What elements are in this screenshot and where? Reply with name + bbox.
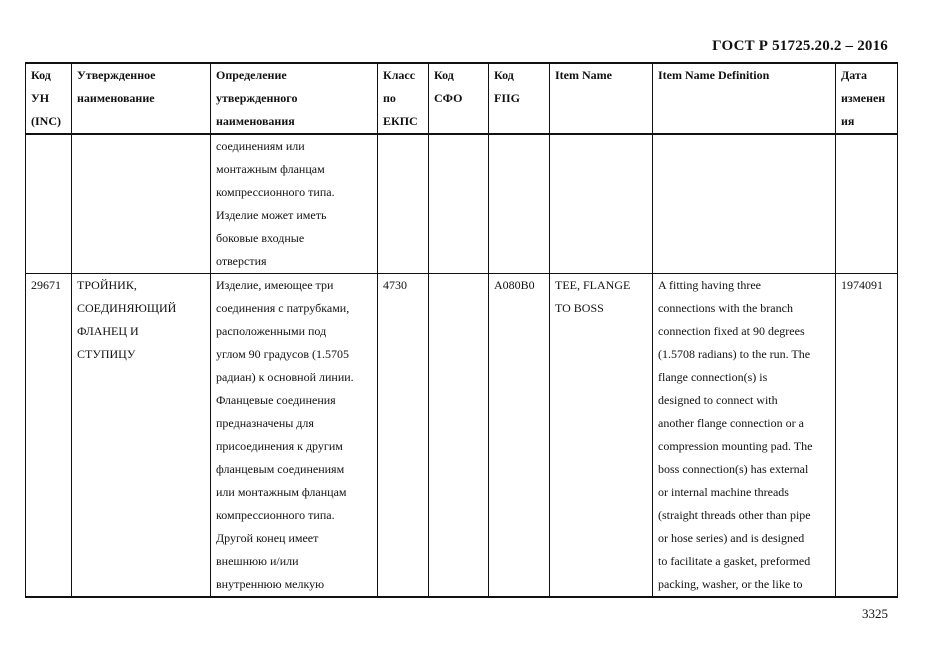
- cell-item-name: [550, 134, 653, 274]
- table-row-continuation: [26, 134, 898, 274]
- column-header-item-name-definition: Item Name Definition: [653, 63, 836, 134]
- cell-item-name-definition: A fitting having three connections with the branch connection fixed at 90 degrees (1.5708 radians) to the run. The flange connection(s) is designed to connect with another flange connection or a compression mounting pad. The boss connection(s) has external or internal machine threads (straight threads other than pipe or hose series) and is designed to facilitate a gasket, preformed packing, washer, or the like to: [653, 274, 836, 598]
- cell-definition: Изделие, имеющее три соединения с патрубками, расположенными под углом 90 градусов (1.5705 радиан) к основной линии. Фланцевые соединения предназначены для присоединения к другим фланцевым соединениям или монтажным фланцам компрессионного типа. Другой конец имеет внешнюю и/или внутреннюю мелкую: [211, 274, 378, 598]
- cell-item-name: TEE, FLANGE TO BOSS: [550, 274, 653, 598]
- cell-approved-name: [72, 134, 211, 274]
- cell-sfo-code: [429, 274, 489, 598]
- column-header-change-date: Дата изменен ия: [836, 63, 898, 134]
- table-header-row: [26, 63, 898, 134]
- cell-inc: [26, 134, 72, 274]
- cell-approved-name: ТРОЙНИК, СОЕДИНЯЮЩИЙ ФЛАНЕЦ И СТУПИЦУ: [72, 274, 211, 598]
- page-number: 3325: [862, 606, 888, 621]
- table-row-record: [26, 274, 898, 598]
- cell-fiig-code: [489, 134, 550, 274]
- cell-sfo-code: [429, 134, 489, 274]
- nomenclature-table: [25, 62, 898, 598]
- column-header-ekps-class: Класс по ЕКПС: [378, 63, 429, 134]
- cell-definition: соединениям или монтажным фланцам компрессионного типа. Изделие может иметь боковые входные отверстия: [211, 134, 378, 274]
- cell-ekps-class: 4730: [378, 274, 429, 598]
- cell-item-name-definition: [653, 134, 836, 274]
- column-header-item-name: Item Name: [550, 63, 653, 134]
- cell-fiig-code: A080B0: [489, 274, 550, 598]
- cell-inc: 29671: [26, 274, 72, 598]
- cell-change-date: [836, 134, 898, 274]
- column-header-approved-name: Утвержденное наименование: [72, 63, 211, 134]
- column-header-sfo-code: Код СФО: [429, 63, 489, 134]
- cell-change-date: 1974091: [836, 274, 898, 598]
- column-header-definition: Определение утвержденного наименования: [211, 63, 378, 134]
- column-header-inc: Код УН (INC): [26, 63, 72, 134]
- column-header-fiig-code: Код FIIG: [489, 63, 550, 134]
- document-standard-header: ГОСТ Р 51725.20.2 – 2016: [712, 38, 888, 54]
- cell-ekps-class: [378, 134, 429, 274]
